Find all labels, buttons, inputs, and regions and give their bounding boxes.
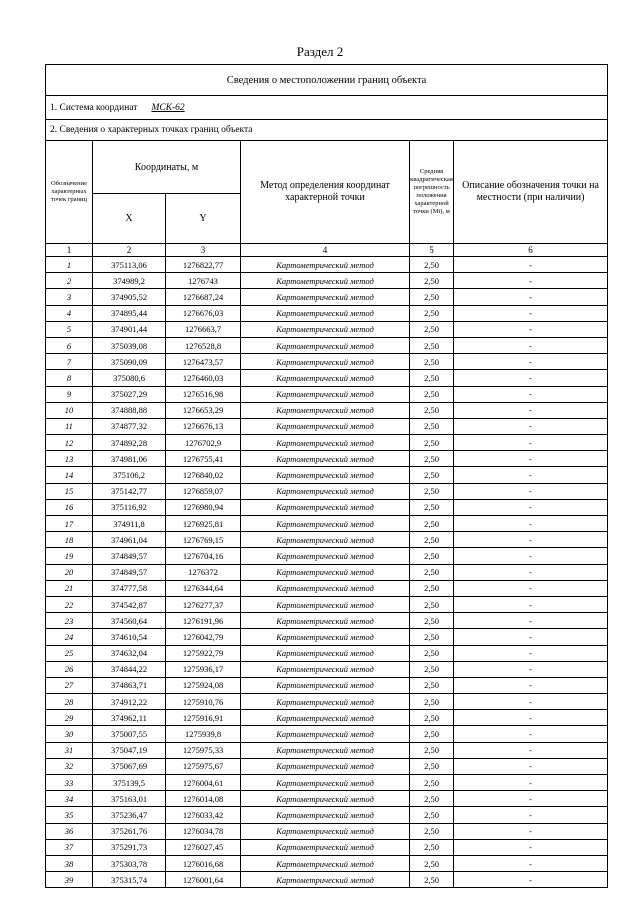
y-coordinate-cell: 1276027,45 bbox=[166, 839, 241, 855]
y-coordinate-cell: 1275924,08 bbox=[166, 677, 241, 693]
description-cell: - bbox=[454, 613, 608, 629]
coordinate-system-value: МСК-62 bbox=[151, 102, 185, 113]
column-number: 2 bbox=[93, 244, 166, 257]
description-cell: - bbox=[454, 758, 608, 774]
x-coordinate-cell: 374892,28 bbox=[93, 435, 166, 451]
table-row bbox=[46, 548, 608, 564]
method-cell: Картометрический метод bbox=[241, 726, 410, 742]
point-number-cell: 19 bbox=[46, 548, 93, 564]
table-row bbox=[46, 483, 608, 499]
error-cell: 2,50 bbox=[410, 742, 454, 758]
point-number-cell: 6 bbox=[46, 337, 93, 353]
description-cell: - bbox=[454, 645, 608, 661]
point-number-cell: 21 bbox=[46, 580, 93, 596]
method-cell: Картометрический метод bbox=[241, 467, 410, 483]
x-coordinate-cell: 374777,58 bbox=[93, 580, 166, 596]
x-coordinate-cell: 374895,44 bbox=[93, 305, 166, 321]
description-cell: - bbox=[454, 548, 608, 564]
error-cell: 2,50 bbox=[410, 694, 454, 710]
error-cell: 2,50 bbox=[410, 337, 454, 353]
description-cell: - bbox=[454, 451, 608, 467]
x-coordinate-cell: 375315,74 bbox=[93, 872, 166, 888]
table-row bbox=[46, 257, 608, 273]
y-coordinate-cell: 1276755,41 bbox=[166, 451, 241, 467]
method-cell: Картометрический метод bbox=[241, 823, 410, 839]
y-coordinate-cell: 1276687,24 bbox=[166, 289, 241, 305]
method-cell: Картометрический метод bbox=[241, 370, 410, 386]
error-cell: 2,50 bbox=[410, 516, 454, 532]
point-number-cell: 31 bbox=[46, 742, 93, 758]
error-cell: 2,50 bbox=[410, 677, 454, 693]
table-row bbox=[46, 305, 608, 321]
error-cell: 2,50 bbox=[410, 613, 454, 629]
method-cell: Картометрический метод bbox=[241, 435, 410, 451]
error-cell: 2,50 bbox=[410, 321, 454, 337]
header-y: Y bbox=[166, 194, 241, 244]
point-number-cell: 7 bbox=[46, 354, 93, 370]
method-cell: Картометрический метод bbox=[241, 354, 410, 370]
point-number-cell: 39 bbox=[46, 872, 93, 888]
table-row bbox=[46, 742, 608, 758]
point-number-cell: 5 bbox=[46, 321, 93, 337]
method-cell: Картометрический метод bbox=[241, 273, 410, 289]
x-coordinate-cell: 375047,19 bbox=[93, 742, 166, 758]
table-row bbox=[46, 580, 608, 596]
description-cell: - bbox=[454, 354, 608, 370]
method-cell: Картометрический метод bbox=[241, 677, 410, 693]
x-coordinate-cell: 375303,78 bbox=[93, 855, 166, 871]
method-cell: Картометрический метод bbox=[241, 418, 410, 434]
error-cell: 2,50 bbox=[410, 370, 454, 386]
error-cell: 2,50 bbox=[410, 775, 454, 791]
y-coordinate-cell: 1276676,13 bbox=[166, 418, 241, 434]
x-coordinate-cell: 374863,71 bbox=[93, 677, 166, 693]
point-number-cell: 36 bbox=[46, 823, 93, 839]
description-cell: - bbox=[454, 435, 608, 451]
description-cell: - bbox=[454, 677, 608, 693]
y-coordinate-cell: 1275975,67 bbox=[166, 758, 241, 774]
table-row bbox=[46, 596, 608, 612]
description-cell: - bbox=[454, 694, 608, 710]
table-row bbox=[46, 499, 608, 515]
table-row bbox=[46, 321, 608, 337]
error-cell: 2,50 bbox=[410, 467, 454, 483]
description-cell: - bbox=[454, 629, 608, 645]
column-number: 6 bbox=[454, 244, 608, 257]
table-row bbox=[46, 418, 608, 434]
point-number-cell: 25 bbox=[46, 645, 93, 661]
description-cell: - bbox=[454, 273, 608, 289]
table-row bbox=[46, 823, 608, 839]
table-row bbox=[46, 435, 608, 451]
description-cell: - bbox=[454, 775, 608, 791]
table-row bbox=[46, 564, 608, 580]
section-heading: Раздел 2 bbox=[296, 44, 344, 59]
method-cell: Картометрический метод bbox=[241, 629, 410, 645]
error-cell: 2,50 bbox=[410, 629, 454, 645]
point-number-cell: 20 bbox=[46, 564, 93, 580]
x-coordinate-cell: 374849,57 bbox=[93, 548, 166, 564]
y-coordinate-cell: 1276033,42 bbox=[166, 807, 241, 823]
x-coordinate-cell: 375007,55 bbox=[93, 726, 166, 742]
description-cell: - bbox=[454, 807, 608, 823]
point-number-cell: 24 bbox=[46, 629, 93, 645]
x-coordinate-cell: 375067,69 bbox=[93, 758, 166, 774]
y-coordinate-cell: 1276460,03 bbox=[166, 370, 241, 386]
description-cell: - bbox=[454, 257, 608, 273]
x-coordinate-cell: 375139,5 bbox=[93, 775, 166, 791]
error-cell: 2,50 bbox=[410, 645, 454, 661]
header-error: Средняя квадратическая погрешность положения характерной точки (Mt), м bbox=[410, 141, 454, 244]
point-number-cell: 18 bbox=[46, 532, 93, 548]
x-coordinate-cell: 374981,06 bbox=[93, 451, 166, 467]
y-coordinate-cell: 1276277,37 bbox=[166, 596, 241, 612]
point-number-cell: 10 bbox=[46, 402, 93, 418]
error-cell: 2,50 bbox=[410, 726, 454, 742]
x-coordinate-cell: 374901,44 bbox=[93, 321, 166, 337]
table-row bbox=[46, 273, 608, 289]
x-coordinate-cell: 375116,92 bbox=[93, 499, 166, 515]
x-coordinate-cell: 375027,29 bbox=[93, 386, 166, 402]
description-cell: - bbox=[454, 742, 608, 758]
x-coordinate-cell: 374877,32 bbox=[93, 418, 166, 434]
y-coordinate-cell: 1276016,68 bbox=[166, 855, 241, 871]
description-cell: - bbox=[454, 839, 608, 855]
y-coordinate-cell: 1276702,9 bbox=[166, 435, 241, 451]
y-coordinate-cell: 1276859,07 bbox=[166, 483, 241, 499]
point-number-cell: 32 bbox=[46, 758, 93, 774]
x-coordinate-cell: 374560,64 bbox=[93, 613, 166, 629]
method-cell: Картометрический метод bbox=[241, 321, 410, 337]
error-cell: 2,50 bbox=[410, 435, 454, 451]
point-number-cell: 4 bbox=[46, 305, 93, 321]
point-number-cell: 8 bbox=[46, 370, 93, 386]
description-cell: - bbox=[454, 402, 608, 418]
description-cell: - bbox=[454, 321, 608, 337]
method-cell: Картометрический метод bbox=[241, 872, 410, 888]
point-number-cell: 1 bbox=[46, 257, 93, 273]
y-coordinate-cell: 1275975,33 bbox=[166, 742, 241, 758]
description-cell: - bbox=[454, 661, 608, 677]
y-coordinate-cell: 1275910,76 bbox=[166, 694, 241, 710]
description-cell: - bbox=[454, 872, 608, 888]
x-coordinate-cell: 375113,06 bbox=[93, 257, 166, 273]
error-cell: 2,50 bbox=[410, 872, 454, 888]
method-cell: Картометрический метод bbox=[241, 661, 410, 677]
x-coordinate-cell: 375261,76 bbox=[93, 823, 166, 839]
description-cell: - bbox=[454, 791, 608, 807]
x-coordinate-cell: 374961,04 bbox=[93, 532, 166, 548]
table-row bbox=[46, 726, 608, 742]
error-cell: 2,50 bbox=[410, 758, 454, 774]
description-cell: - bbox=[454, 580, 608, 596]
y-coordinate-cell: 1276001,64 bbox=[166, 872, 241, 888]
table-row bbox=[46, 645, 608, 661]
description-cell: - bbox=[454, 596, 608, 612]
point-number-cell: 11 bbox=[46, 418, 93, 434]
error-cell: 2,50 bbox=[410, 823, 454, 839]
error-cell: 2,50 bbox=[410, 548, 454, 564]
boundary-points-table bbox=[45, 64, 608, 888]
method-cell: Картометрический метод bbox=[241, 807, 410, 823]
method-cell: Картометрический метод bbox=[241, 305, 410, 321]
description-cell: - bbox=[454, 337, 608, 353]
table-row bbox=[46, 467, 608, 483]
column-number-row bbox=[46, 244, 608, 257]
table-row bbox=[46, 694, 608, 710]
table-row bbox=[46, 661, 608, 677]
y-coordinate-cell: 1275939,8 bbox=[166, 726, 241, 742]
header-description: Описание обозначения точки на местности (при наличии) bbox=[454, 141, 608, 244]
error-cell: 2,50 bbox=[410, 564, 454, 580]
y-coordinate-cell: 1276004,61 bbox=[166, 775, 241, 791]
y-coordinate-cell: 1276344,64 bbox=[166, 580, 241, 596]
point-number-cell: 2 bbox=[46, 273, 93, 289]
header-x: X bbox=[93, 194, 166, 244]
x-coordinate-cell: 375080,6 bbox=[93, 370, 166, 386]
y-coordinate-cell: 1275936,17 bbox=[166, 661, 241, 677]
x-coordinate-cell: 374911,8 bbox=[93, 516, 166, 532]
y-coordinate-cell: 1276769,15 bbox=[166, 532, 241, 548]
y-coordinate-cell: 1276042,79 bbox=[166, 629, 241, 645]
table-row bbox=[46, 677, 608, 693]
y-coordinate-cell: 1275916,91 bbox=[166, 710, 241, 726]
y-coordinate-cell: 1276676,03 bbox=[166, 305, 241, 321]
method-cell: Картометрический метод bbox=[241, 710, 410, 726]
x-coordinate-cell: 375163,01 bbox=[93, 791, 166, 807]
point-number-cell: 16 bbox=[46, 499, 93, 515]
description-cell: - bbox=[454, 726, 608, 742]
description-cell: - bbox=[454, 516, 608, 532]
table-row bbox=[46, 451, 608, 467]
table-row bbox=[46, 791, 608, 807]
y-coordinate-cell: 1276653,29 bbox=[166, 402, 241, 418]
coordinate-system-label: 1. Система координат bbox=[50, 102, 138, 113]
description-cell: - bbox=[454, 370, 608, 386]
method-cell: Картометрический метод bbox=[241, 386, 410, 402]
y-coordinate-cell: 1276925,81 bbox=[166, 516, 241, 532]
point-number-cell: 13 bbox=[46, 451, 93, 467]
column-number: 1 bbox=[46, 244, 93, 257]
table-row bbox=[46, 337, 608, 353]
method-cell: Картометрический метод bbox=[241, 613, 410, 629]
description-cell: - bbox=[454, 305, 608, 321]
x-coordinate-cell: 375291,73 bbox=[93, 839, 166, 855]
description-cell: - bbox=[454, 564, 608, 580]
error-cell: 2,50 bbox=[410, 532, 454, 548]
x-coordinate-cell: 375039,08 bbox=[93, 337, 166, 353]
method-cell: Картометрический метод bbox=[241, 742, 410, 758]
point-number-cell: 28 bbox=[46, 694, 93, 710]
method-cell: Картометрический метод bbox=[241, 791, 410, 807]
point-number-cell: 12 bbox=[46, 435, 93, 451]
description-cell: - bbox=[454, 483, 608, 499]
x-coordinate-cell: 374888,88 bbox=[93, 402, 166, 418]
y-coordinate-cell: 1276473,57 bbox=[166, 354, 241, 370]
method-cell: Картометрический метод bbox=[241, 596, 410, 612]
x-coordinate-cell: 375106,2 bbox=[93, 467, 166, 483]
method-cell: Картометрический метод bbox=[241, 548, 410, 564]
table-row bbox=[46, 872, 608, 888]
table-row bbox=[46, 354, 608, 370]
column-number: 5 bbox=[410, 244, 454, 257]
description-cell: - bbox=[454, 467, 608, 483]
header-method: Метод определения координат характерной точки bbox=[241, 141, 410, 244]
table-row bbox=[46, 370, 608, 386]
x-coordinate-cell: 374912,22 bbox=[93, 694, 166, 710]
column-number: 3 bbox=[166, 244, 241, 257]
point-number-cell: 22 bbox=[46, 596, 93, 612]
y-coordinate-cell: 1275922,79 bbox=[166, 645, 241, 661]
points-section-label: 2. Сведения о характерных точках границ объекта bbox=[46, 120, 608, 141]
x-coordinate-cell: 374962,11 bbox=[93, 710, 166, 726]
table-row bbox=[46, 516, 608, 532]
error-cell: 2,50 bbox=[410, 596, 454, 612]
y-coordinate-cell: 1276663,7 bbox=[166, 321, 241, 337]
point-number-cell: 23 bbox=[46, 613, 93, 629]
column-number: 4 bbox=[241, 244, 410, 257]
error-cell: 2,50 bbox=[410, 354, 454, 370]
description-cell: - bbox=[454, 418, 608, 434]
method-cell: Картометрический метод bbox=[241, 483, 410, 499]
method-cell: Картометрический метод bbox=[241, 645, 410, 661]
y-coordinate-cell: 1276743 bbox=[166, 273, 241, 289]
description-cell: - bbox=[454, 532, 608, 548]
x-coordinate-cell: 375142,77 bbox=[93, 483, 166, 499]
point-number-cell: 17 bbox=[46, 516, 93, 532]
description-cell: - bbox=[454, 710, 608, 726]
table-row bbox=[46, 839, 608, 855]
method-cell: Картометрический метод bbox=[241, 694, 410, 710]
x-coordinate-cell: 374632,04 bbox=[93, 645, 166, 661]
x-coordinate-cell: 374905,52 bbox=[93, 289, 166, 305]
y-coordinate-cell: 1276034,78 bbox=[166, 823, 241, 839]
point-number-cell: 33 bbox=[46, 775, 93, 791]
method-cell: Картометрический метод bbox=[241, 257, 410, 273]
table-row bbox=[46, 710, 608, 726]
table-row bbox=[46, 386, 608, 402]
error-cell: 2,50 bbox=[410, 580, 454, 596]
method-cell: Картометрический метод bbox=[241, 289, 410, 305]
description-cell: - bbox=[454, 823, 608, 839]
error-cell: 2,50 bbox=[410, 305, 454, 321]
y-coordinate-cell: 1276528,8 bbox=[166, 337, 241, 353]
method-cell: Картометрический метод bbox=[241, 402, 410, 418]
y-coordinate-cell: 1276840,02 bbox=[166, 467, 241, 483]
table-banner: Сведения о местоположении границ объекта bbox=[46, 65, 608, 96]
error-cell: 2,50 bbox=[410, 273, 454, 289]
point-number-cell: 37 bbox=[46, 839, 93, 855]
y-coordinate-cell: 1276372 bbox=[166, 564, 241, 580]
method-cell: Картометрический метод bbox=[241, 532, 410, 548]
point-number-cell: 34 bbox=[46, 791, 93, 807]
point-number-cell: 14 bbox=[46, 467, 93, 483]
error-cell: 2,50 bbox=[410, 402, 454, 418]
method-cell: Картометрический метод bbox=[241, 451, 410, 467]
method-cell: Картометрический метод bbox=[241, 855, 410, 871]
error-cell: 2,50 bbox=[410, 289, 454, 305]
table-row bbox=[46, 613, 608, 629]
description-cell: - bbox=[454, 289, 608, 305]
error-cell: 2,50 bbox=[410, 386, 454, 402]
error-cell: 2,50 bbox=[410, 499, 454, 515]
table-row bbox=[46, 289, 608, 305]
header-point-designation: Обозначение характерных точек границ bbox=[46, 141, 93, 244]
table-row bbox=[46, 775, 608, 791]
table-row bbox=[46, 855, 608, 871]
y-coordinate-cell: 1276822,77 bbox=[166, 257, 241, 273]
error-cell: 2,50 bbox=[410, 451, 454, 467]
error-cell: 2,50 bbox=[410, 791, 454, 807]
y-coordinate-cell: 1276191,96 bbox=[166, 613, 241, 629]
point-number-cell: 26 bbox=[46, 661, 93, 677]
point-number-cell: 3 bbox=[46, 289, 93, 305]
method-cell: Картометрический метод bbox=[241, 775, 410, 791]
error-cell: 2,50 bbox=[410, 710, 454, 726]
description-cell: - bbox=[454, 855, 608, 871]
error-cell: 2,50 bbox=[410, 855, 454, 871]
method-cell: Картометрический метод bbox=[241, 758, 410, 774]
method-cell: Картометрический метод bbox=[241, 564, 410, 580]
point-number-cell: 38 bbox=[46, 855, 93, 871]
method-cell: Картометрический метод bbox=[241, 839, 410, 855]
error-cell: 2,50 bbox=[410, 418, 454, 434]
point-number-cell: 30 bbox=[46, 726, 93, 742]
method-cell: Картометрический метод bbox=[241, 337, 410, 353]
method-cell: Картометрический метод bbox=[241, 516, 410, 532]
error-cell: 2,50 bbox=[410, 839, 454, 855]
table-row bbox=[46, 402, 608, 418]
header-coordinates: Координаты, м bbox=[93, 141, 241, 194]
y-coordinate-cell: 1276704,16 bbox=[166, 548, 241, 564]
method-cell: Картометрический метод bbox=[241, 499, 410, 515]
point-number-cell: 9 bbox=[46, 386, 93, 402]
x-coordinate-cell: 375090,09 bbox=[93, 354, 166, 370]
x-coordinate-cell: 374610,54 bbox=[93, 629, 166, 645]
x-coordinate-cell: 375236,47 bbox=[93, 807, 166, 823]
error-cell: 2,50 bbox=[410, 807, 454, 823]
table-row bbox=[46, 532, 608, 548]
point-number-cell: 15 bbox=[46, 483, 93, 499]
error-cell: 2,50 bbox=[410, 483, 454, 499]
y-coordinate-cell: 1276014,08 bbox=[166, 791, 241, 807]
y-coordinate-cell: 1276980,94 bbox=[166, 499, 241, 515]
coordinate-system-row bbox=[46, 96, 608, 120]
y-coordinate-cell: 1276516,98 bbox=[166, 386, 241, 402]
table-row bbox=[46, 758, 608, 774]
description-cell: - bbox=[454, 386, 608, 402]
x-coordinate-cell: 374542,87 bbox=[93, 596, 166, 612]
error-cell: 2,50 bbox=[410, 661, 454, 677]
point-number-cell: 35 bbox=[46, 807, 93, 823]
description-cell: - bbox=[454, 499, 608, 515]
x-coordinate-cell: 374844,22 bbox=[93, 661, 166, 677]
point-number-cell: 29 bbox=[46, 710, 93, 726]
table-row bbox=[46, 807, 608, 823]
error-cell: 2,50 bbox=[410, 257, 454, 273]
method-cell: Картометрический метод bbox=[241, 580, 410, 596]
table-row bbox=[46, 629, 608, 645]
point-number-cell: 27 bbox=[46, 677, 93, 693]
x-coordinate-cell: 374989,2 bbox=[93, 273, 166, 289]
x-coordinate-cell: 374849,57 bbox=[93, 564, 166, 580]
